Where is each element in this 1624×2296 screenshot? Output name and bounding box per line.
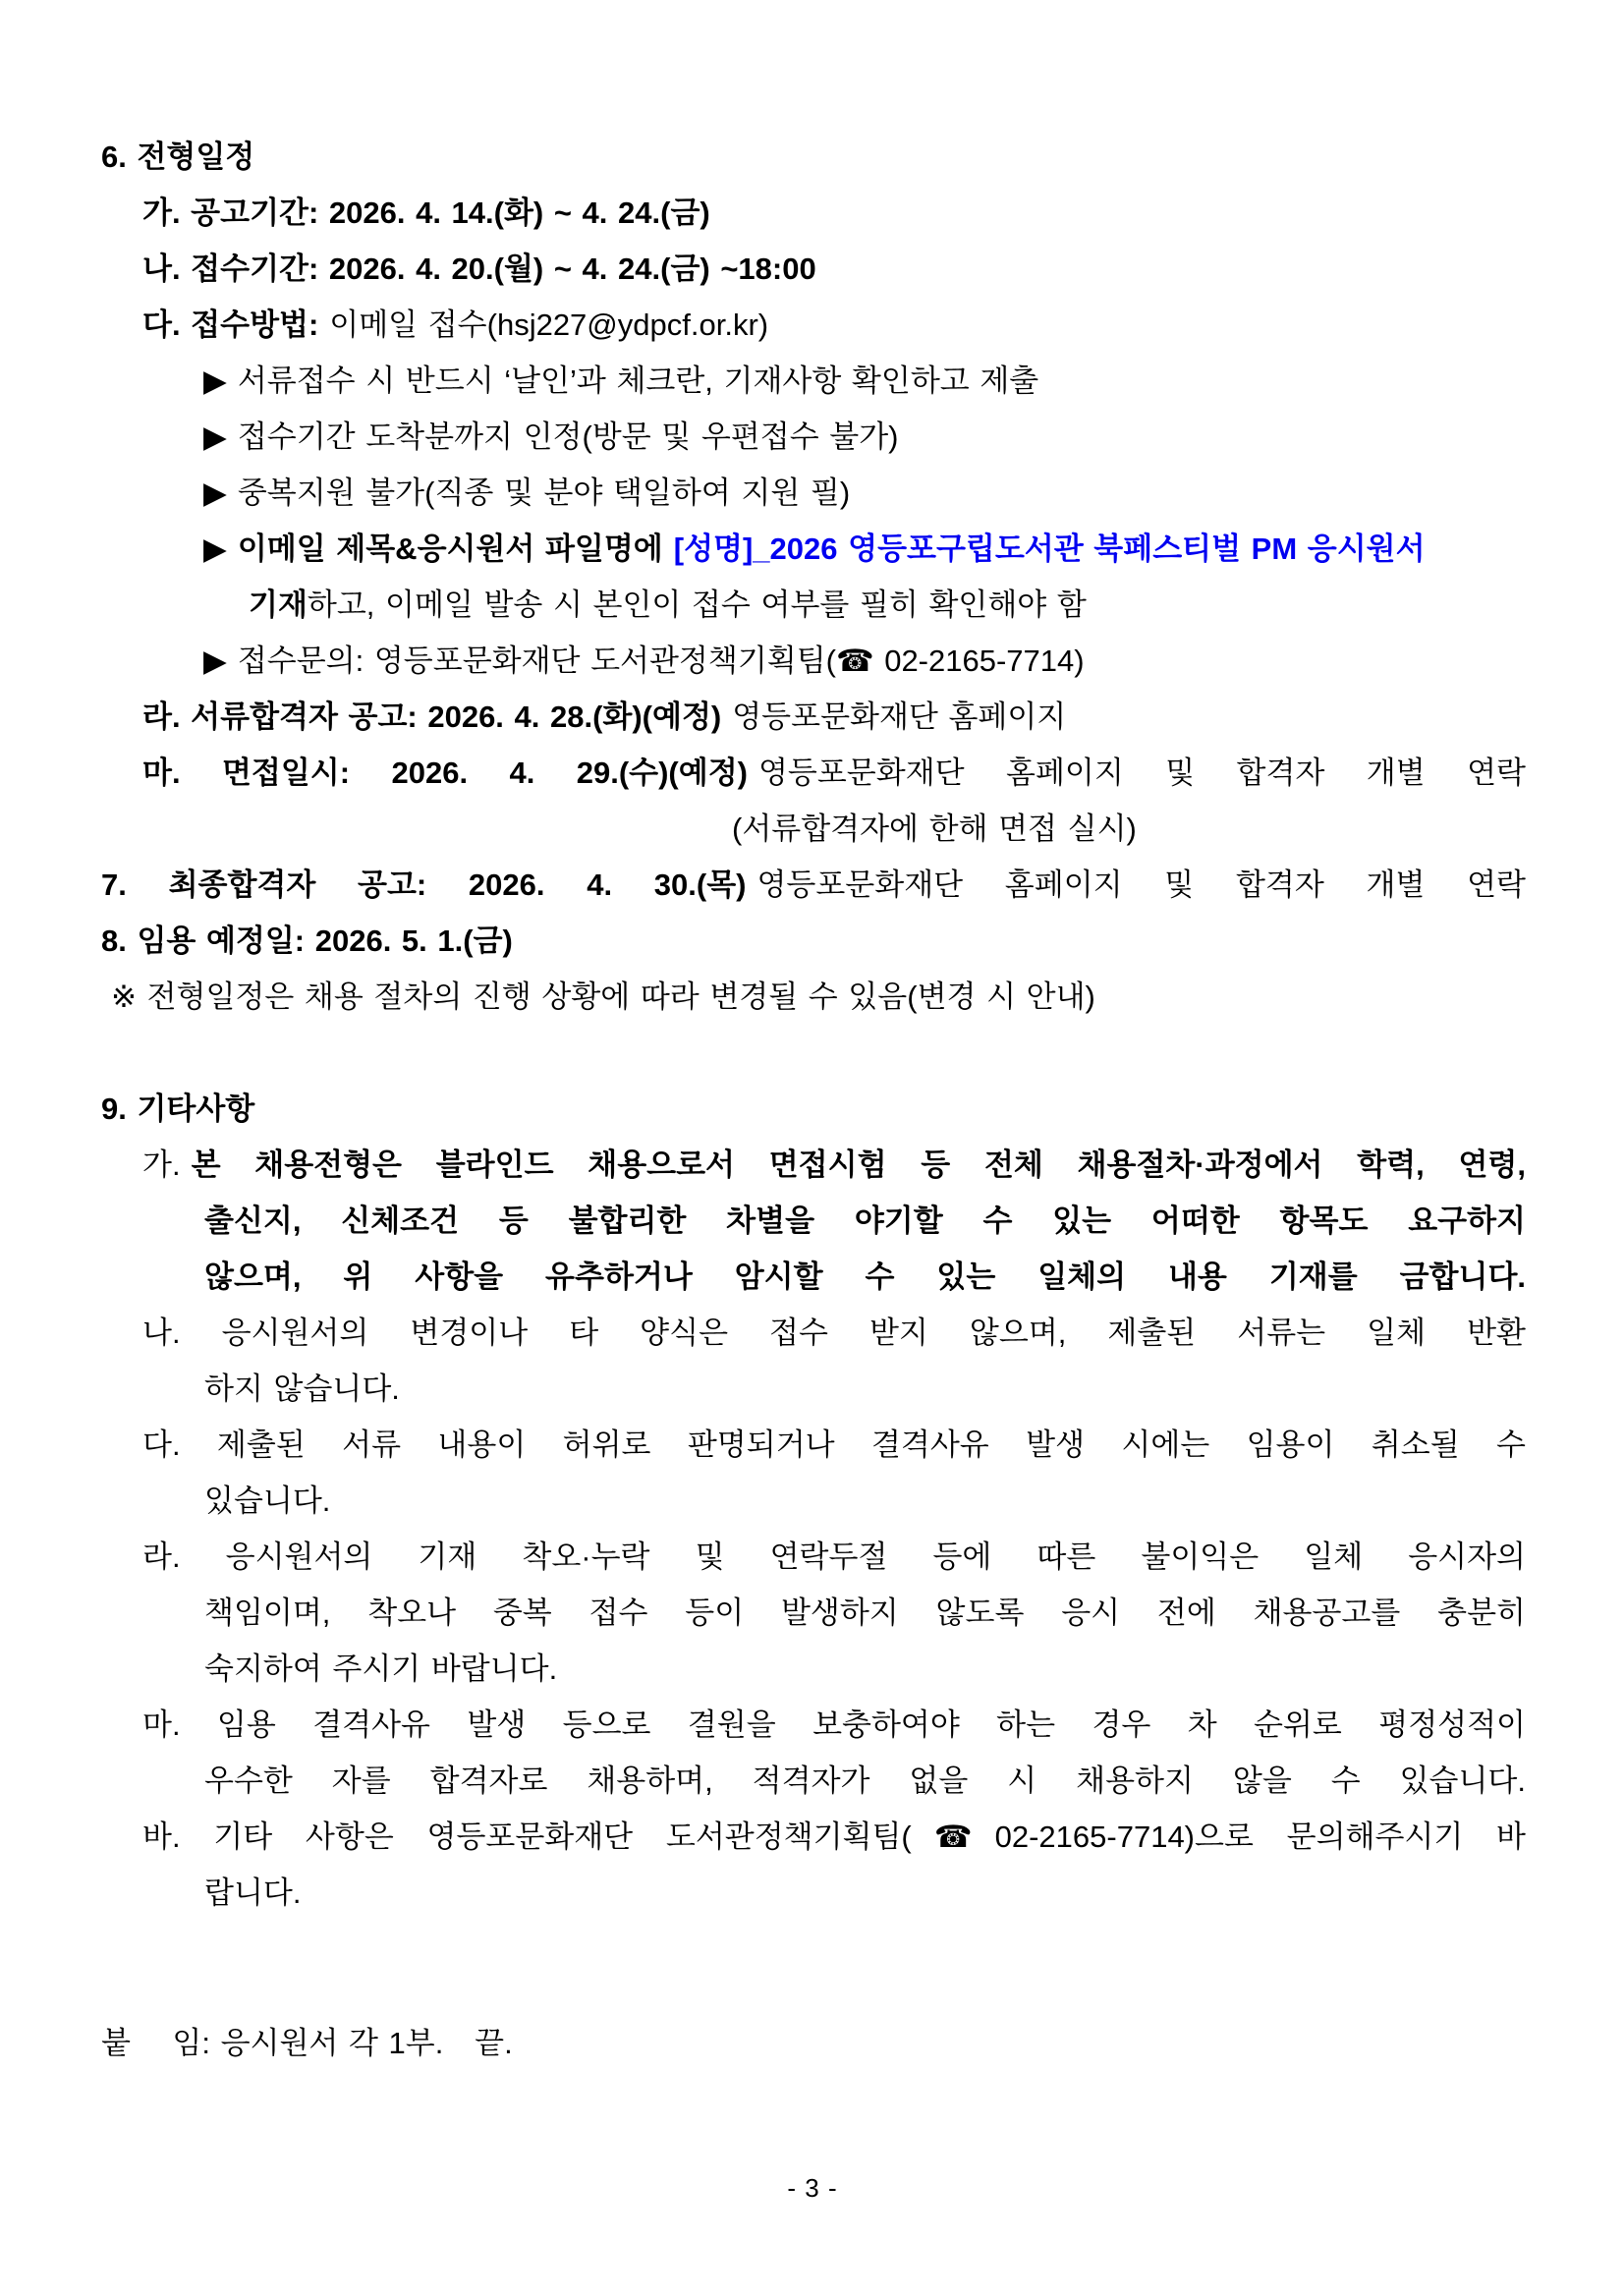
section9-item-ra-line2: 책임이며, 착오나 중복 접수 등이 발생하지 않도록 응시 전에 채용공고를 충분히 — [204, 1596, 1526, 1630]
section9-item-ra-line3: 숙지하여 주시기 바랍니다. — [204, 1652, 558, 1686]
section9-item-ba-line2: 랍니다. — [204, 1876, 302, 1910]
triangle-bullet-icon: ▶ — [203, 532, 227, 566]
section9-item-na-line1: 나. 응시원서의 변경이나 타 양식은 접수 받지 않으며, 제출된 서류는 일체 반환 — [142, 1316, 1526, 1350]
interview-note: (서류합격자에 한해 면접 실시) — [732, 812, 1137, 846]
bullet-contact — [101, 633, 1526, 689]
bullet-email-filename-highlight: [성명]_2026 영등포구립도서관 북페스티벌 PM 응시원서 — [673, 532, 1426, 566]
bullet-submit-check — [101, 353, 1526, 409]
bullet-no-duplicate — [101, 465, 1526, 521]
triangle-bullet-icon: ▶ — [203, 476, 227, 510]
section6-item-doc-pass — [101, 689, 1526, 745]
final-pass-bold: 7. 최종합격자 공고: 2026. 4. 30.(목) — [101, 868, 747, 902]
section9-item-ra-line1: 라. 응시원서의 기재 착오·누락 및 연락두절 등에 따른 불이익은 일체 응시자의 — [142, 1540, 1526, 1574]
section9-heading: 9. 기타사항 — [101, 1092, 255, 1126]
bullet-email-filename-bold: 이메일 제목&응시원서 파일명에 — [237, 532, 663, 566]
document-body — [101, 129, 1526, 2071]
section9-item-ga-line3: 않으며, 위 사항을 유추하거나 암시할 수 있는 일체의 내용 기재를 금합니다. — [204, 1260, 1526, 1294]
section6-item-interview — [101, 745, 1526, 801]
attachment-line: 붙 임: 응시원서 각 1부. 끝. — [101, 2026, 513, 2060]
section6-heading: 6. 전형일정 — [101, 140, 255, 174]
bullet-arrival-deadline-text: 접수기간 도착분까지 인정(방문 및 우편접수 불가) — [237, 420, 899, 454]
item-ga-line1-text: 본 채용전형은 블라인드 채용으로서 면접시험 등 전체 채용절차·과정에서 학력, 연령, — [191, 1148, 1526, 1182]
blank-line — [101, 1025, 1526, 1081]
section6-item-apply-period: 나. 접수기간: 2026. 4. 20.(월) ~ 4. 24.(금) ~18:00 — [142, 252, 816, 286]
triangle-bullet-icon: ▶ — [203, 644, 227, 678]
bullet-no-duplicate-text: 중복지원 불가(직종 및 분야 택일하여 지원 필) — [237, 476, 851, 510]
triangle-bullet-icon: ▶ — [203, 420, 227, 454]
bullet-contact-text: 접수문의: 영등포문화재단 도서관정책기획팀(☎ 02-2165-7714) — [237, 644, 1085, 678]
item-ga-label: 가. — [142, 1148, 181, 1182]
bullet-submit-check-text: 서류접수 시 반드시 ‘날인’과 체크란, 기재사항 확인하고 제출 — [237, 364, 1039, 398]
interview-bold: 마. 면접일시: 2026. 4. 29.(수)(예정) — [142, 756, 748, 790]
bullet-email-filename-cont-bold: 기재 — [249, 588, 308, 622]
bullet-email-filename-cont-text: 하고, 이메일 발송 시 본인이 접수 여부를 필히 확인해야 함 — [307, 588, 1087, 622]
section9-item-ba-line1: 바. 기타 사항은 영등포문화재단 도서관정책기획팀(☎02-2165-7714)으로 문의해주시기 바 — [142, 1820, 1526, 1854]
doc-pass-bold: 라. 서류합격자 공고: 2026. 4. 28.(화)(예정) — [142, 700, 722, 734]
bullet-email-filename — [101, 521, 1526, 577]
final-pass-rest: 영등포문화재단 홈페이지 및 합격자 개별 연락 — [756, 868, 1526, 902]
triangle-bullet-icon: ▶ — [203, 364, 227, 398]
section6-item-notice-period: 가. 공고기간: 2026. 4. 14.(화) ~ 4. 24.(금) — [142, 196, 710, 230]
section9-item-ma-line1: 마. 임용 결격사유 발생 등으로 결원을 보충하여야 하는 경우 차 순위로 평정성적이 — [142, 1708, 1526, 1742]
section9-item-ga-line1 — [101, 1137, 1526, 1193]
section9-item-da-line1: 다. 제출된 서류 내용이 허위로 판명되거나 결격사유 발생 시에는 임용이 취소될 수 — [142, 1428, 1526, 1462]
apply-method-label: 다. 접수방법: — [142, 308, 319, 342]
bullet-arrival-deadline — [101, 409, 1526, 465]
schedule-change-note: ※ 전형일정은 채용 절차의 진행 상황에 따라 변경될 수 있음(변경 시 안내) — [111, 980, 1095, 1014]
page-number: - 3 - — [787, 2173, 837, 2203]
apply-method-value: 이메일 접수(hsj227@ydpcf.or.kr) — [329, 308, 769, 342]
section9-item-da-line2: 있습니다. — [204, 1484, 331, 1518]
section9-item-ma-line2: 우수한 자를 합격자로 채용하며, 적격자가 없을 시 채용하지 않을 수 있습니다. — [204, 1764, 1526, 1798]
bullet-email-filename-continuation — [101, 577, 1526, 633]
section9-item-na-line2: 하지 않습니다. — [204, 1372, 400, 1406]
doc-pass-rest: 영등포문화재단 홈페이지 — [732, 700, 1067, 734]
interview-rest: 영등포문화재단 홈페이지 및 합격자 개별 연락 — [757, 756, 1526, 790]
section9-item-ga-line2: 출신지, 신체조건 등 불합리한 차별을 야기할 수 있는 어떠한 항목도 요구하지 — [204, 1204, 1526, 1238]
section8-appointment: 8. 임용 예정일: 2026. 5. 1.(금) — [101, 924, 513, 958]
section6-item-apply-method — [101, 297, 1526, 353]
section7-final-pass — [101, 857, 1526, 913]
